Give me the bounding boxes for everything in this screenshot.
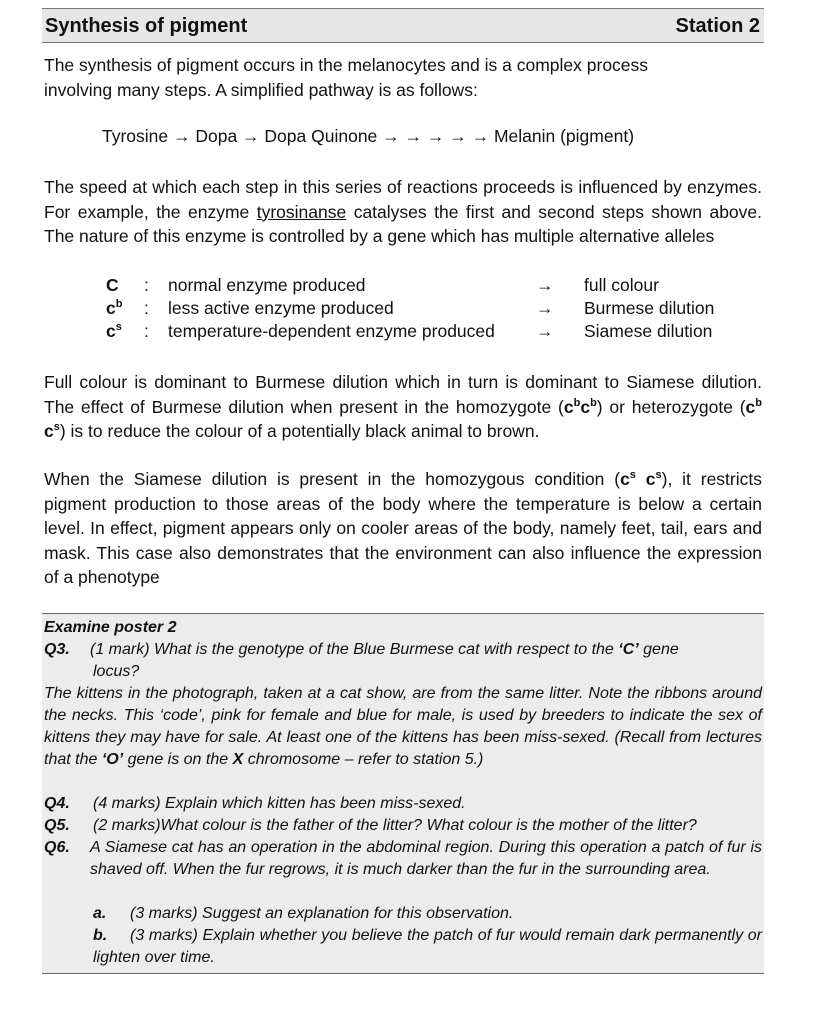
arrow-icon: → <box>536 298 554 318</box>
genotype: $c^s$ $c^s$ <box>620 469 662 489</box>
genotype: $c^bc^b$ <box>563 396 597 417</box>
question-text: (2 marks)What colour is the father of the litter? What colour is the mother of the litter? <box>93 817 697 834</box>
kittens-paragraph: The kittens in the photograph, taken at a cat show, are from the same litter. Note the ribbons around the necks. This ‘code’, pink for female and blue for male, is used by breeders to indicate the sex of kittens they may have for sale. At least one of the kittens has been miss-sexed. (Recall from lectures that the ‘O’ gene is on the X chromosome – refer to station 5.) <box>44 685 762 768</box>
intro-paragraph <box>44 53 762 102</box>
genotype: $c^b$ $c^s$ <box>44 396 763 441</box>
question-text-continued: locus? <box>93 663 140 680</box>
allele-colon: : <box>144 275 149 295</box>
question-number: Q6. <box>44 839 70 856</box>
siamese-paragraph: When the Siamese dilution is present in the homozygous condition ($c^s$ $c^s$), it restricts pigment production to those areas of the body where the temperature is below a certain level. In effect, pigment appears only on cooler areas of the body, namely feet, tail, ears and mask. This case also demonstrates that the environment can also influence the expression of a phenotype <box>44 469 762 587</box>
enzyme-name: tyrosinanse <box>256 201 347 222</box>
intro-line-2: involving many steps. A simplified pathway is as follows: <box>44 79 478 100</box>
question-number: Q3. <box>44 641 70 658</box>
questions-box <box>42 613 764 974</box>
allele-effect: Burmese dilution <box>584 298 715 318</box>
enzyme-text-before: The speed at which each step in this series of reactions proceeds is influenced by enzymes. For example, the enzyme <box>44 177 762 222</box>
allele-colon: : <box>144 321 149 341</box>
allele-symbol: $c^s$ <box>106 321 122 341</box>
allele-effect: Siamese dilution <box>584 321 713 341</box>
intro-line-1: The synthesis of pigment occurs in the melanocytes and is a complex process <box>44 55 649 75</box>
question-text: (1 mark) What is the genotype of the Blue Burmese cat with respect to the ‘C’ gene <box>90 641 679 658</box>
questions-heading: Examine poster 2 <box>44 619 177 636</box>
question-q3 <box>44 639 762 683</box>
pigment-pathway: Tyrosine → Dopa → Dopa Quinone → → → → → Melanin (pigment) <box>102 126 635 146</box>
arrow-icon: → <box>536 321 554 341</box>
question-number: Q5. <box>44 817 70 834</box>
subquestion-label: a. <box>93 905 107 922</box>
page-header <box>42 8 764 43</box>
enzyme-paragraph <box>44 175 762 249</box>
allele-description: temperature-dependent enzyme produced <box>168 321 495 341</box>
allele-colon: : <box>144 298 149 318</box>
dominance-paragraph: Full colour is dominant to Burmese dilution which in turn is dominant to Siamese dilution. The effect of Burmese dilution when present in the homozygote $(c^bc^b)$ or heterozygote ($c^b$ $c^s$) is to reduce the colour of a potentially black animal to brown. <box>44 372 763 441</box>
enzyme-text-after: catalyses the first and second steps shown above. The nature of this enzyme is controlled by a gene which has multiple alternative alleles <box>44 201 763 246</box>
question-number: Q4. <box>44 795 70 812</box>
allele-symbol: $c^b$ <box>106 298 123 318</box>
allele-description: less active enzyme produced <box>168 298 394 318</box>
allele-symbol: C <box>106 275 119 295</box>
question-text: A Siamese cat has an operation in the abdominal region. During this operation a patch of fur is shaved off. When the fur regrows, it is much darker than the fur in the surrounding area. <box>90 839 762 878</box>
station-label: Station 2 <box>675 15 760 37</box>
subquestion-text: (3 marks) Suggest an explanation for this observation. <box>130 905 514 922</box>
arrow-icon: → <box>536 275 554 295</box>
question-text: (4 marks) Explain which kitten has been miss-sexed. <box>93 795 466 812</box>
page-title: Synthesis of pigment <box>45 15 248 37</box>
allele-description: normal enzyme produced <box>168 275 366 295</box>
allele-effect: full colour <box>584 275 659 295</box>
subquestion-label: b. <box>93 927 108 944</box>
subquestion-text: (3 marks) Explain whether you believe the patch of fur would remain dark permanently or lighten over time. <box>93 927 762 966</box>
